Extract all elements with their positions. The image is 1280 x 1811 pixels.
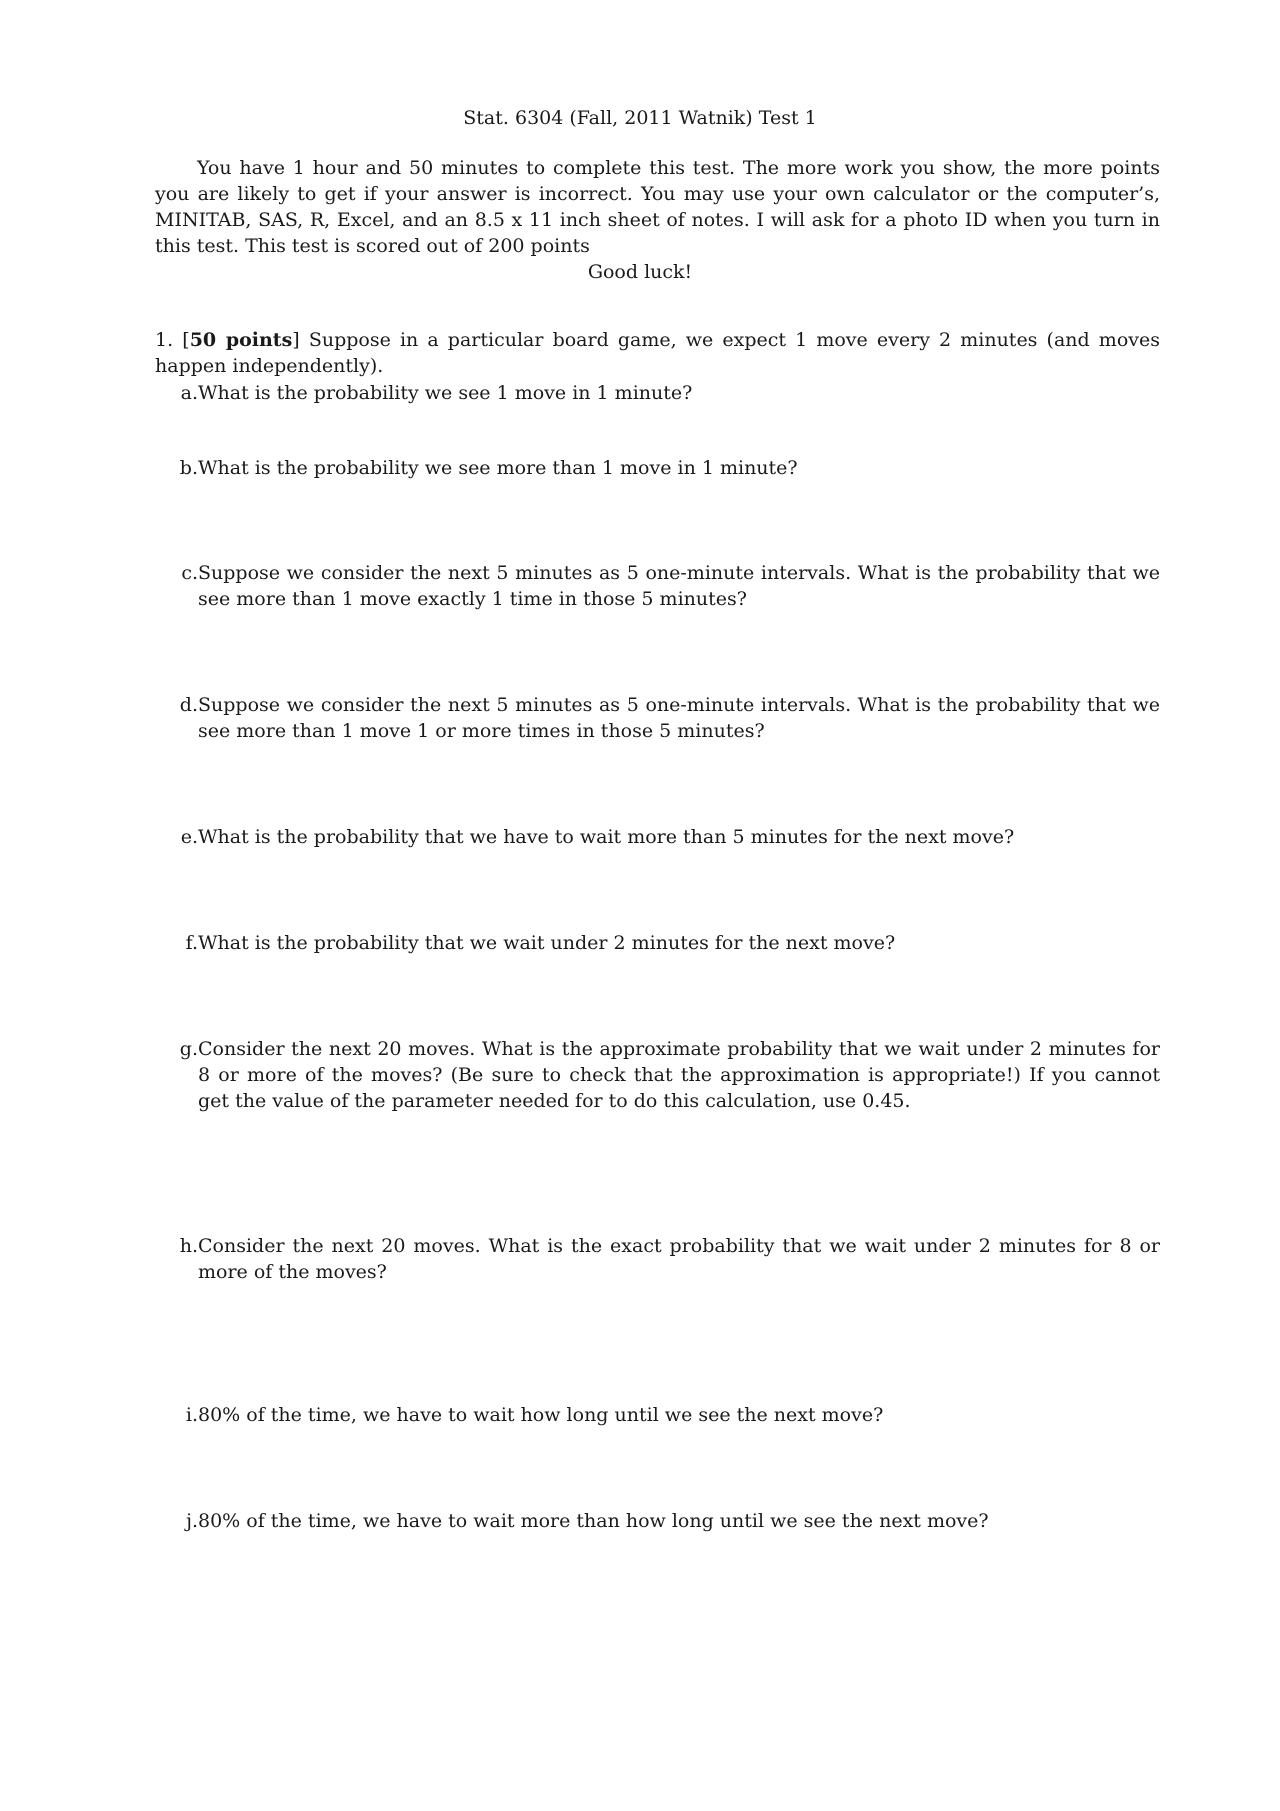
question-text: Suppose in a particular board game, we expect 1 move every 2 minutes (and moves happen independently). (155, 329, 1160, 377)
part-label: d. (179, 694, 198, 716)
part-text: Suppose we consider the next 5 minutes as 5 one-minute intervals. What is the probability that we see more than 1 move 1 or more times in those 5 minutes? (198, 694, 1160, 742)
good-luck-text: Good luck! (587, 261, 693, 283)
part-text: Consider the next 20 moves. What is the exact probability that we wait under 2 minutes for 8 or more of the moves? (198, 1235, 1160, 1283)
question-part-h (170, 1233, 1160, 1285)
question-part-f (170, 930, 1160, 956)
part-label: a. (180, 382, 198, 404)
part-label: h. (179, 1235, 198, 1257)
part-text: Suppose we consider the next 5 minutes as 5 one-minute intervals. What is the probability that we see more than 1 move exactly 1 time in those 5 minutes? (198, 562, 1160, 610)
question-part-g (170, 1036, 1160, 1114)
part-text: Consider the next 20 moves. What is the approximate probability that we wait under 2 minutes for 8 or more of the moves? (Be sure to check that the approximation is appropriate!) If you cannot get the value of the parameter needed for to do this calculation, use 0.45. (198, 1038, 1160, 1112)
question-part-e (170, 824, 1160, 850)
page-title: Stat. 6304 (Fall, 2011 Watnik) Test 1 (463, 107, 817, 129)
question-part-j (170, 1508, 1160, 1534)
part-label: i. (185, 1404, 198, 1426)
part-label: f. (185, 932, 198, 954)
part-label: g. (179, 1038, 198, 1060)
points-open-bracket: [ (182, 329, 190, 351)
part-text: What is the probability that we wait under 2 minutes for the next move? (198, 932, 896, 954)
question-part-b (170, 455, 1160, 481)
part-text: 80% of the time, we have to wait more than how long until we see the next move? (198, 1510, 989, 1532)
part-label: b. (179, 457, 198, 479)
part-text: What is the probability that we have to wait more than 5 minutes for the next move? (198, 826, 1015, 848)
question-points: 50 points (189, 329, 293, 351)
part-label: j. (186, 1510, 198, 1532)
question-part-d (170, 692, 1160, 744)
points-close-bracket: ] (292, 329, 300, 351)
part-text: 80% of the time, we have to wait how long until we see the next move? (198, 1404, 884, 1426)
question-part-a (170, 380, 1160, 406)
question-part-c (170, 560, 1160, 612)
part-label: c. (181, 562, 198, 584)
part-text: What is the probability we see 1 move in 1 minute? (198, 382, 693, 404)
question-number: 1. (155, 329, 174, 351)
part-text: What is the probability we see more than 1 move in 1 minute? (198, 457, 798, 479)
part-label: e. (180, 826, 198, 848)
instructions-paragraph: You have 1 hour and 50 minutes to complete this test. The more work you show, the more points you are likely to get if your answer is incorrect. You may use your own calculator or the computer’s, MINITAB, SAS, R, Excel, and an 8.5 x 11 inch sheet of notes. I will ask for a photo ID when you turn in this test. This test is scored out of 200 points (155, 157, 1160, 257)
question-part-i (170, 1402, 1160, 1428)
question-1-stem (155, 327, 1160, 379)
